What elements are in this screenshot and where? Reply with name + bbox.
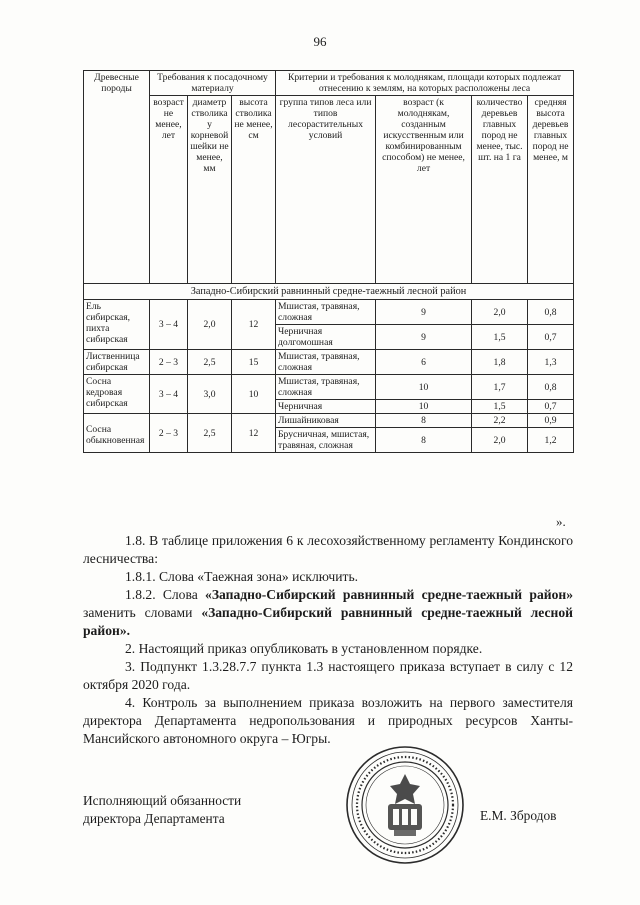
species-cell: Сосна обыкновенная xyxy=(84,414,150,453)
species-cell: Сосна кедровая сибирская xyxy=(84,375,150,414)
quantity-cell: 2,0 xyxy=(472,300,528,325)
header-age: возраст не менее, лет xyxy=(150,96,188,284)
avg-height-cell: 0,8 xyxy=(528,300,574,325)
quantity-cell: 2,2 xyxy=(472,414,528,428)
paragraph-1-8: 1.8. В таблице приложения 6 к лесохозяйственному регламенту Кондинского лесничества: xyxy=(83,533,573,566)
forest-type-cell: Мшистая, травяная, сложная xyxy=(276,375,376,400)
header-quantity: количество деревьев главных пород не менее, тыс. шт. на 1 га xyxy=(472,96,528,284)
quantity-cell: 1,7 xyxy=(472,375,528,400)
young-age-cell: 9 xyxy=(376,325,472,350)
forest-type-cell: Черничная xyxy=(276,400,376,414)
paragraph-1-8-2-new-term: «Западно-Сибирский равнинный средне-таежный лесной район». xyxy=(83,605,574,638)
forest-regulation-table xyxy=(83,70,574,453)
quantity-cell: 1,8 xyxy=(472,350,528,375)
signatory-name: Е.М. Збродов xyxy=(480,808,557,823)
region-title: Западно-Сибирский равнинный средне-таежный лесной район xyxy=(84,284,574,300)
avg-height-cell: 1,2 xyxy=(528,428,574,453)
diameter-cell: 3,0 xyxy=(188,375,232,414)
species-cell: Лиственница сибирская xyxy=(84,350,150,375)
header-species: Древесные породы xyxy=(84,71,150,284)
quantity-cell: 2,0 xyxy=(472,428,528,453)
young-age-cell: 6 xyxy=(376,350,472,375)
age-cell: 3 – 4 xyxy=(150,375,188,414)
species-cell: Ель сибирская, пихта сибирская xyxy=(84,300,150,350)
table-row xyxy=(84,350,574,375)
paragraph-3: 3. Подпункт 1.3.28.7.7 пункта 1.3 настоящего приказа вступает в силу с 12 октября 2020 года. xyxy=(83,659,573,692)
young-age-cell: 10 xyxy=(376,400,472,414)
paragraph-1-8-2-part-c: заменить словами xyxy=(83,605,202,620)
header-criteria: Критерии и требования к молоднякам, площади которых подлежат отнесению к землям, на которых расположены леса xyxy=(276,71,574,96)
age-cell: 2 – 3 xyxy=(150,350,188,375)
forest-type-cell: Лишайниковая xyxy=(276,414,376,428)
page-number: 96 xyxy=(313,34,327,49)
header-height: высота стволика не менее, см xyxy=(232,96,276,284)
forest-type-cell: Мшистая, травяная, сложная xyxy=(276,350,376,375)
height-cell: 12 xyxy=(232,414,276,453)
signatory-position-line2: директора Департамента xyxy=(83,811,225,826)
paragraph-2: 2. Настоящий приказ опубликовать в установленном порядке. xyxy=(125,641,483,656)
header-avg-height: средняя высота деревьев главных пород не менее, м xyxy=(528,96,574,284)
avg-height-cell: 1,3 xyxy=(528,350,574,375)
table-row xyxy=(84,375,574,400)
paragraph-1-8-2-part-a: 1.8.2. Слова xyxy=(125,587,206,602)
young-age-cell: 8 xyxy=(376,414,472,428)
header-diameter: диаметр стволика у корневой шейки не менее, мм xyxy=(188,96,232,284)
diameter-cell: 2,5 xyxy=(188,414,232,453)
diameter-cell: 2,5 xyxy=(188,350,232,375)
height-cell: 15 xyxy=(232,350,276,375)
paragraph-1-8-1: 1.8.1. Слова «Таежная зона» исключить. xyxy=(125,569,359,584)
paragraph-1-8-2-old-term: «Западно-Сибирский равнинный средне-таежный район» xyxy=(205,587,573,602)
young-age-cell: 8 xyxy=(376,428,472,453)
avg-height-cell: 0,7 xyxy=(528,400,574,414)
region-row xyxy=(84,284,574,300)
signatory-position-line1: Исполняющий обязанности xyxy=(83,793,242,808)
table-header-row xyxy=(84,71,574,96)
diameter-cell: 2,0 xyxy=(188,300,232,350)
forest-type-cell: Мшистая, травяная, сложная xyxy=(276,300,376,325)
order-text xyxy=(83,532,573,748)
table-subheader-row xyxy=(84,96,574,284)
header-planting-requirements: Требования к посадочному материалу xyxy=(150,71,276,96)
table-row xyxy=(84,300,574,325)
height-cell: 12 xyxy=(232,300,276,350)
forest-type-cell: Брусничная, мшистая, травяная, сложная xyxy=(276,428,376,453)
quantity-cell: 1,5 xyxy=(472,400,528,414)
young-age-cell: 10 xyxy=(376,375,472,400)
avg-height-cell: 0,8 xyxy=(528,375,574,400)
avg-height-cell: 0,7 xyxy=(528,325,574,350)
header-forest-group: группа типов леса или типов лесорастительных условий xyxy=(276,96,376,284)
header-young-age: возраст (к молоднякам, созданным искусственным или комбинированным способом) не менее, лет xyxy=(376,96,472,284)
age-cell: 3 – 4 xyxy=(150,300,188,350)
quantity-cell: 1,5 xyxy=(472,325,528,350)
young-age-cell: 9 xyxy=(376,300,472,325)
avg-height-cell: 0,9 xyxy=(528,414,574,428)
paragraph-4: 4. Контроль за выполнением приказа возложить на первого заместителя директора Департамента недропользования и природных ресурсов Ханты-Мансийского автономного округа – Югры. xyxy=(83,695,573,746)
paragraph-1-8-2 xyxy=(83,586,573,640)
age-cell: 2 – 3 xyxy=(150,414,188,453)
table-row xyxy=(84,414,574,428)
quote-end: ». xyxy=(556,514,566,529)
height-cell: 10 xyxy=(232,375,276,414)
forest-type-cell: Черничная долгомошная xyxy=(276,325,376,350)
